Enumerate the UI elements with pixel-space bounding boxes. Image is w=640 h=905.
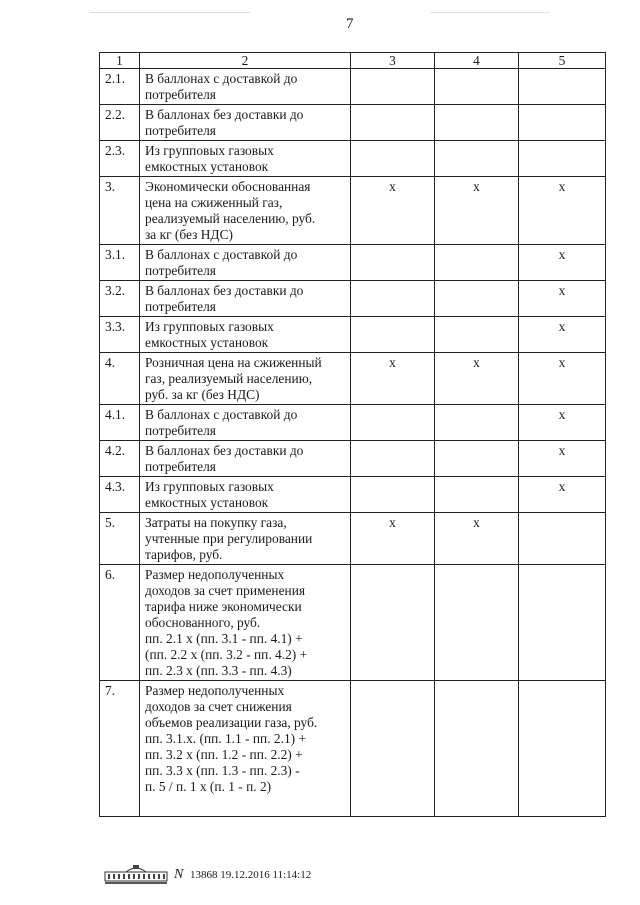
value-cell-c4: х bbox=[435, 513, 519, 565]
table-row bbox=[100, 317, 606, 353]
table-row bbox=[100, 69, 606, 105]
table-row bbox=[100, 513, 606, 565]
value-cell-c3 bbox=[351, 317, 435, 353]
value-cell-c4 bbox=[435, 405, 519, 441]
value-cell-c3 bbox=[351, 105, 435, 141]
description-line: доходов за счет применения bbox=[145, 583, 306, 598]
row-description-cell bbox=[140, 513, 351, 565]
scan-artifact bbox=[90, 12, 250, 13]
table-row bbox=[100, 681, 606, 817]
value-cell-c3 bbox=[351, 245, 435, 281]
description-line: тарифа ниже экономически bbox=[145, 599, 302, 614]
table-row bbox=[100, 565, 606, 681]
description-line: потребителя bbox=[145, 299, 216, 314]
description-line: Из групповых газовых bbox=[145, 319, 274, 334]
description-line: потребителя bbox=[145, 459, 216, 474]
value-cell-c4 bbox=[435, 69, 519, 105]
value-cell-c4 bbox=[435, 441, 519, 477]
value-cell-c5 bbox=[519, 565, 606, 681]
description-line: пп. 2.1 х (пп. 3.1 - пп. 4.1) + bbox=[145, 631, 303, 646]
description-line: потребителя bbox=[145, 123, 216, 138]
tariff-table bbox=[99, 52, 606, 817]
value-cell-c5: х bbox=[519, 405, 606, 441]
row-description-cell bbox=[140, 281, 351, 317]
value-cell-c4 bbox=[435, 477, 519, 513]
row-description-cell bbox=[140, 177, 351, 245]
description-line: пп. 2.3 х (пп. 3.3 - пп. 4.3) bbox=[145, 663, 292, 678]
description-line: потребителя bbox=[145, 87, 216, 102]
row-description-cell bbox=[140, 477, 351, 513]
value-cell-c4 bbox=[435, 681, 519, 817]
description-line: Из групповых газовых bbox=[145, 479, 274, 494]
value-cell-c5: х bbox=[519, 477, 606, 513]
value-cell-c3 bbox=[351, 477, 435, 513]
description-line: В баллонах с доставкой до bbox=[145, 71, 298, 86]
description-line: пп. 3.3 х (пп. 1.3 - пп. 2.3) - bbox=[145, 763, 300, 778]
description-line: Розничная цена на сжиженный bbox=[145, 355, 322, 370]
value-cell-c4 bbox=[435, 105, 519, 141]
row-number-cell: 3.3. bbox=[100, 317, 140, 353]
table-row bbox=[100, 141, 606, 177]
description-line: Из групповых газовых bbox=[145, 143, 274, 158]
row-description-cell bbox=[140, 441, 351, 477]
value-cell-c4 bbox=[435, 565, 519, 681]
description-line: реализуемый населению, руб. bbox=[145, 211, 316, 226]
value-cell-c4 bbox=[435, 141, 519, 177]
description-line: потребителя bbox=[145, 263, 216, 278]
value-cell-c4: х bbox=[435, 177, 519, 245]
scan-artifact bbox=[430, 12, 550, 13]
value-cell-c5 bbox=[519, 681, 606, 817]
row-description-cell bbox=[140, 141, 351, 177]
document-registration-stamp: 13868 19.12.2016 11:14:12 bbox=[190, 869, 312, 881]
row-number-cell: 2.2. bbox=[100, 105, 140, 141]
value-cell-c5 bbox=[519, 141, 606, 177]
row-number-cell: 5. bbox=[100, 513, 140, 565]
description-line: емкостных установок bbox=[145, 495, 269, 510]
table-header-row bbox=[100, 53, 606, 69]
description-line: тарифов, руб. bbox=[145, 547, 223, 562]
table-row bbox=[100, 353, 606, 405]
description-line: В баллонах с доставкой до bbox=[145, 407, 298, 422]
document-number-symbol: N bbox=[174, 867, 184, 882]
table-row bbox=[100, 405, 606, 441]
row-description-cell bbox=[140, 69, 351, 105]
row-description-cell bbox=[140, 245, 351, 281]
value-cell-c5: х bbox=[519, 353, 606, 405]
table-body bbox=[100, 53, 606, 817]
description-line: В баллонах без доставки до bbox=[145, 283, 304, 298]
row-description-cell bbox=[140, 405, 351, 441]
row-number-cell: 7. bbox=[100, 681, 140, 817]
value-cell-c3: х bbox=[351, 353, 435, 405]
value-cell-c3 bbox=[351, 405, 435, 441]
description-line: п. 5 / п. 1 х (п. 1 - п. 2) bbox=[145, 779, 272, 794]
value-cell-c4 bbox=[435, 317, 519, 353]
description-line: В баллонах без доставки до bbox=[145, 443, 304, 458]
description-line: Экономически обоснованная bbox=[145, 179, 311, 194]
value-cell-c3 bbox=[351, 681, 435, 817]
value-cell-c3 bbox=[351, 141, 435, 177]
description-line: газ, реализуемый населению, bbox=[145, 371, 313, 386]
row-number-cell: 2.1. bbox=[100, 69, 140, 105]
description-line: объемов реализации газа, руб. bbox=[145, 715, 318, 730]
row-description-cell bbox=[140, 105, 351, 141]
header-cell: 5 bbox=[519, 53, 606, 69]
description-line: учтенные при регулировании bbox=[145, 531, 313, 546]
row-number-cell: 3.1. bbox=[100, 245, 140, 281]
description-line: В баллонах с доставкой до bbox=[145, 247, 298, 262]
description-line: В баллонах без доставки до bbox=[145, 107, 304, 122]
row-number-cell: 2.3. bbox=[100, 141, 140, 177]
value-cell-c5 bbox=[519, 69, 606, 105]
description-line: (пп. 2.2 х (пп. 3.2 - пп. 4.2) + bbox=[145, 647, 308, 662]
value-cell-c4: х bbox=[435, 353, 519, 405]
value-cell-c5: х bbox=[519, 177, 606, 245]
value-cell-c5: х bbox=[519, 317, 606, 353]
header-cell: 2 bbox=[140, 53, 351, 69]
description-line: Размер недополученных bbox=[145, 683, 285, 698]
value-cell-c5 bbox=[519, 513, 606, 565]
value-cell-c3: х bbox=[351, 513, 435, 565]
row-number-cell: 4.3. bbox=[100, 477, 140, 513]
description-line: Затраты на покупку газа, bbox=[145, 515, 287, 530]
value-cell-c4 bbox=[435, 245, 519, 281]
row-number-cell: 6. bbox=[100, 565, 140, 681]
row-number-cell: 4.2. bbox=[100, 441, 140, 477]
description-line: обоснованного, руб. bbox=[145, 615, 261, 630]
description-line: руб. за кг (без НДС) bbox=[145, 387, 260, 402]
row-description-cell bbox=[140, 317, 351, 353]
row-description-cell bbox=[140, 681, 351, 817]
value-cell-c3 bbox=[351, 441, 435, 477]
page-number: 7 bbox=[346, 16, 354, 32]
value-cell-c5: х bbox=[519, 245, 606, 281]
description-line: цена на сжиженный газ, bbox=[145, 195, 283, 210]
table-row bbox=[100, 177, 606, 245]
header-cell: 1 bbox=[100, 53, 140, 69]
value-cell-c3 bbox=[351, 69, 435, 105]
description-line: Размер недополученных bbox=[145, 567, 285, 582]
description-line: емкостных установок bbox=[145, 159, 269, 174]
building-seal-icon bbox=[104, 863, 168, 885]
value-cell-c4 bbox=[435, 281, 519, 317]
header-cell: 4 bbox=[435, 53, 519, 69]
value-cell-c5: х bbox=[519, 281, 606, 317]
value-cell-c3: х bbox=[351, 177, 435, 245]
value-cell-c5 bbox=[519, 105, 606, 141]
row-number-cell: 3. bbox=[100, 177, 140, 245]
row-number-cell: 4. bbox=[100, 353, 140, 405]
value-cell-c5: х bbox=[519, 441, 606, 477]
value-cell-c3 bbox=[351, 281, 435, 317]
description-line: пп. 3.1.х. (пп. 1.1 - пп. 2.1) + bbox=[145, 731, 307, 746]
value-cell-c3 bbox=[351, 565, 435, 681]
header-cell: 3 bbox=[351, 53, 435, 69]
table-row bbox=[100, 477, 606, 513]
table-row bbox=[100, 441, 606, 477]
description-line: пп. 3.2 х (пп. 1.2 - пп. 2.2) + bbox=[145, 747, 303, 762]
row-description-cell bbox=[140, 353, 351, 405]
table-row bbox=[100, 245, 606, 281]
description-line: потребителя bbox=[145, 423, 216, 438]
row-number-cell: 3.2. bbox=[100, 281, 140, 317]
description-line: доходов за счет снижения bbox=[145, 699, 292, 714]
row-number-cell: 4.1. bbox=[100, 405, 140, 441]
description-line: емкостных установок bbox=[145, 335, 269, 350]
table-row bbox=[100, 105, 606, 141]
description-line: за кг (без НДС) bbox=[145, 227, 233, 242]
row-description-cell bbox=[140, 565, 351, 681]
table-row bbox=[100, 281, 606, 317]
